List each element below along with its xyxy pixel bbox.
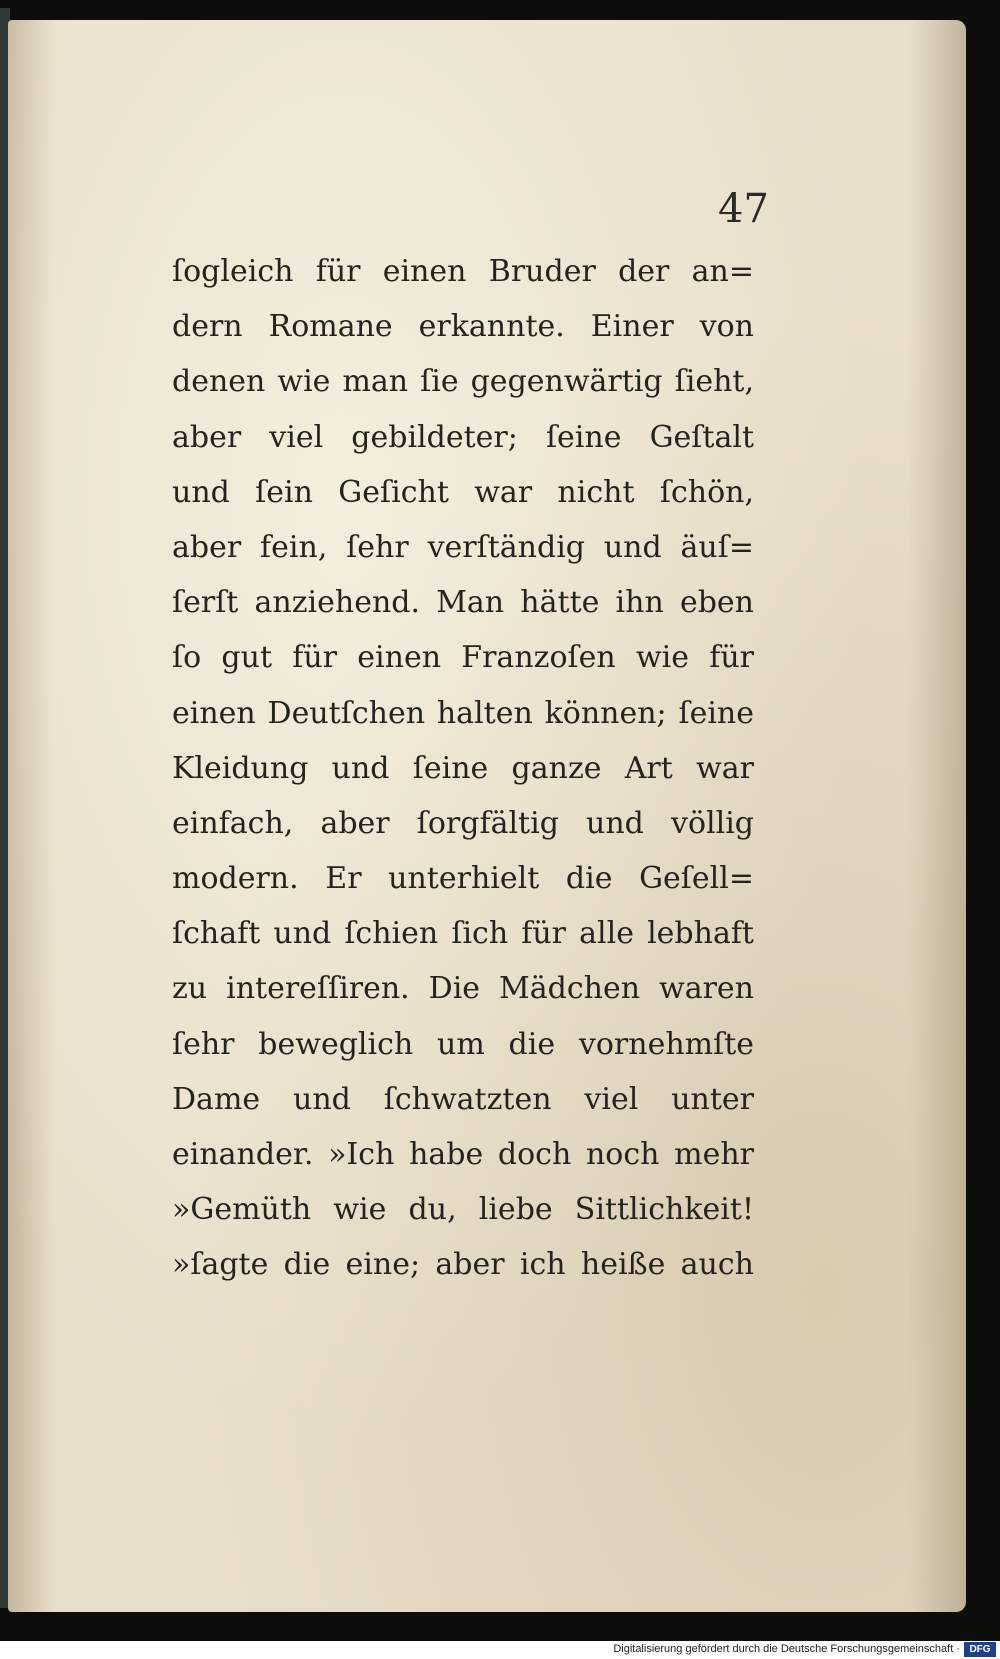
text-line: Dame und ſchwatzten viel unter — [172, 1081, 754, 1117]
text-line: aber viel gebildeter; ſeine Geſtalt — [172, 419, 754, 455]
page-number: 47 — [718, 186, 769, 232]
text-line: zu intereſſiren. Die Mädchen waren — [172, 971, 754, 1007]
funding-credit: Digitalisierung gefördert durch die Deutsche Forschungsgemeinschaft · — [613, 1643, 960, 1655]
text-line: modern. Er unterhielt die Geſell= — [172, 861, 754, 897]
text-line: ſerſt anziehend. Man hätte ihn eben — [172, 585, 754, 621]
text-line: und ſein Geſicht war nicht ſchön, — [172, 474, 754, 510]
text-line: denen wie man ſie gegenwärtig ſieht, — [172, 364, 754, 400]
text-line: einen Deutſchen halten können; ſeine — [172, 695, 754, 731]
dfg-logo: DFG — [964, 1642, 996, 1657]
text-line: einander. »Ich habe doch noch mehr — [172, 1137, 754, 1172]
text-line: dern Romane erkannte. Einer von — [172, 309, 754, 345]
text-line: ſo gut für einen Franzoſen wie für — [172, 640, 754, 676]
page-text — [172, 244, 754, 1293]
text-line: aber fein, ſehr verſtändig und äuſ= — [172, 529, 754, 565]
text-line: Kleidung und ſeine ganze Art war — [172, 750, 754, 786]
text-line: ſchaft und ſchien ſich für alle lebhaft — [172, 916, 754, 952]
text-line: »ſagte die eine; aber ich heiße auch — [172, 1247, 754, 1283]
text-line: ſogleich für einen Bruder der an= — [172, 254, 754, 289]
text-line: »Gemüth wie du, liebe Sittlichkeit! — [172, 1192, 754, 1228]
text-line: einfach, aber ſorgfältig und völlig — [172, 805, 754, 841]
text-line: ſehr beweglich um die vornehmſte — [172, 1026, 754, 1062]
